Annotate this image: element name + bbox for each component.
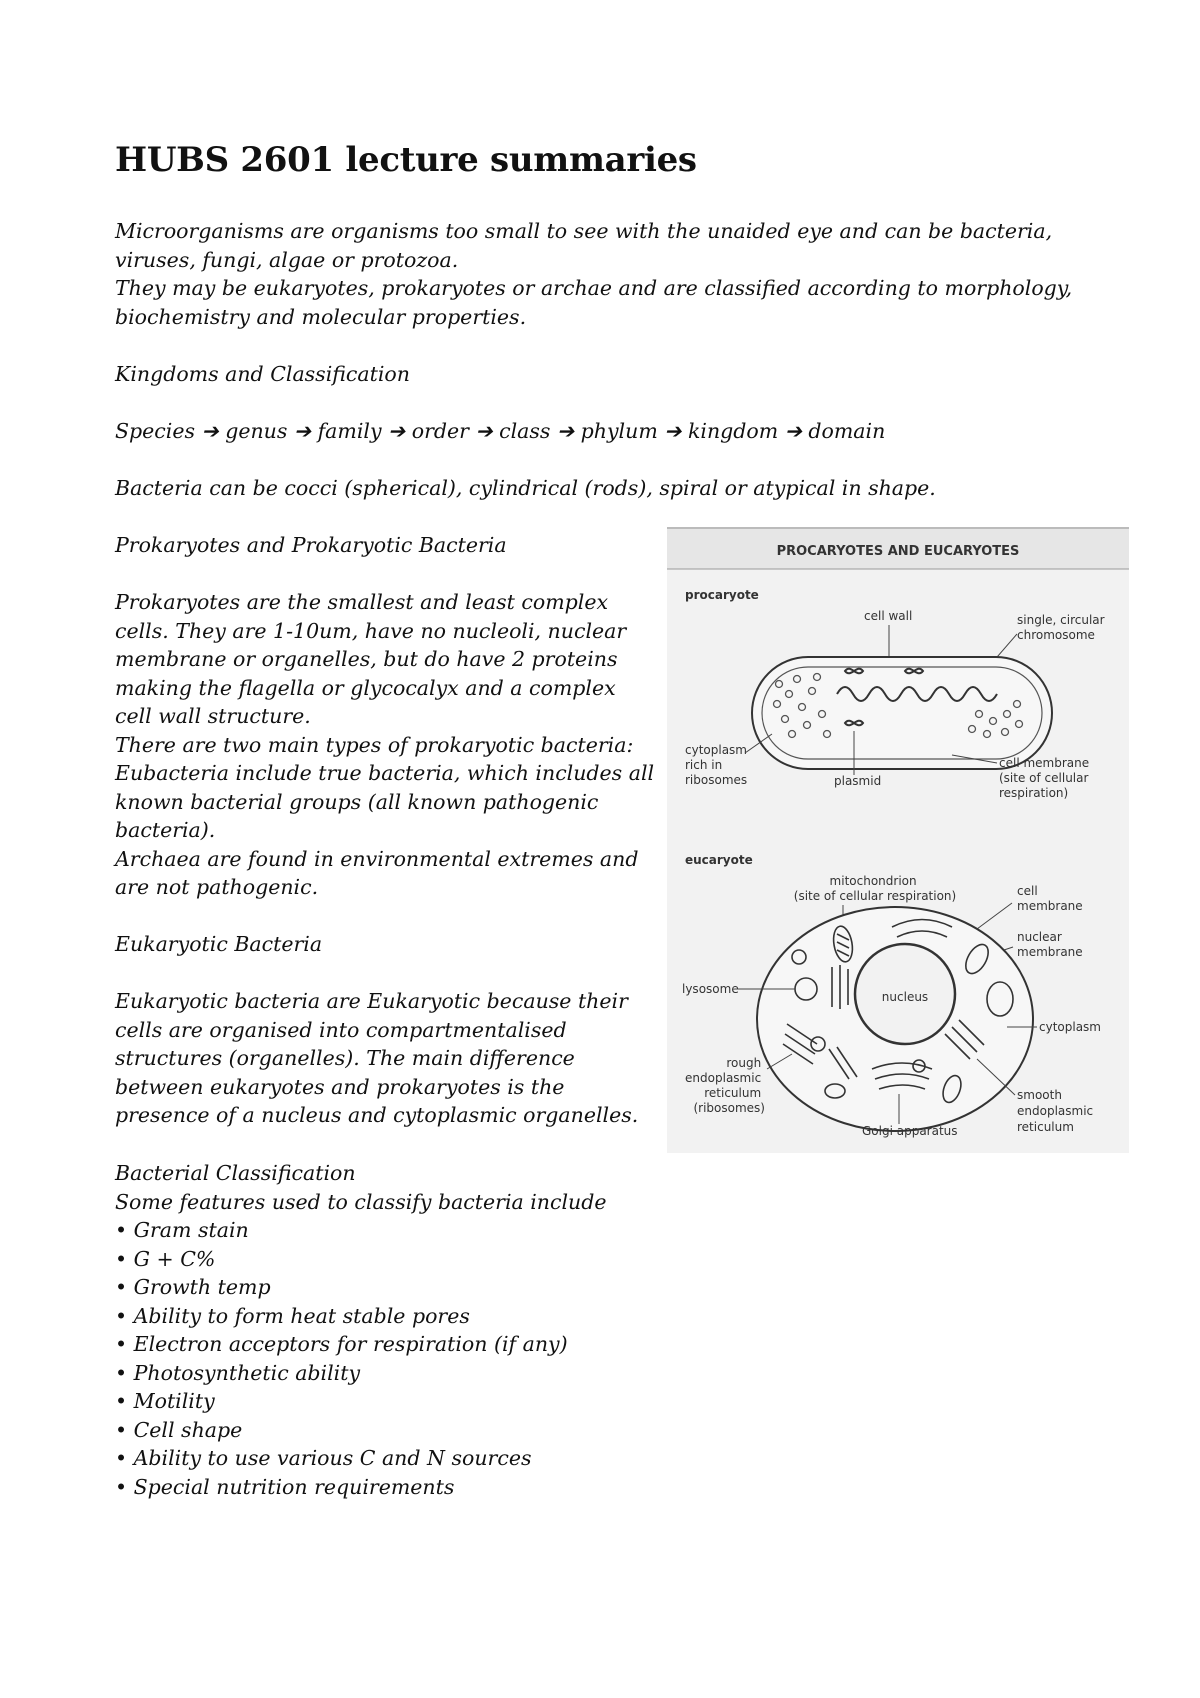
procaryote-membrane-label-line: (site of cellular xyxy=(999,771,1089,785)
features-list xyxy=(115,1216,715,1501)
chromosome-label-line: chromosome xyxy=(1017,628,1095,642)
list-item: • Ability to use various C and N sources xyxy=(115,1444,715,1473)
procaryote-cytoplasm-label xyxy=(685,743,751,787)
rough-er-label-line: endoplasmic xyxy=(685,1071,762,1085)
intro-paragraph-2: They may be eukaryotes, prokaryotes or archae and are classified according to morphology, biochemistry and molecular properties. xyxy=(115,276,1073,329)
cell-wall-label: cell wall xyxy=(864,609,913,623)
nuclear-membrane-label-line: membrane xyxy=(1017,945,1083,959)
mitochondrion-label xyxy=(794,874,956,903)
chromosome-label-line: single, circular xyxy=(1017,613,1105,627)
smooth-er-label-line: endoplasmic xyxy=(1017,1104,1094,1118)
smooth-er-label-line: reticulum xyxy=(1017,1120,1074,1134)
rough-er-label-line: (ribosomes) xyxy=(693,1101,765,1115)
intro-paragraph-1: Microorganisms are organisms too small to see with the unaided eye and can be bacteria, viruses, fungi, algae or protozoa. xyxy=(115,219,1053,272)
plasmid-label: plasmid xyxy=(834,774,882,788)
lysosome-label: lysosome xyxy=(682,982,739,996)
eucaryote-membrane-leader xyxy=(977,903,1012,929)
procaryote-label: procaryote xyxy=(685,588,759,602)
prokaryotes-paragraph-1: Prokaryotes are the smallest and least complex cells. They are 1-10um, have no nucleoli, nuclear membrane or organelles, but do have 2 proteins making the flagella or glycocalyx and a complex cell wall structure. xyxy=(115,590,627,728)
smooth-er-label-line: smooth xyxy=(1017,1088,1062,1102)
rough-er-label-line: reticulum xyxy=(704,1086,762,1100)
procaryote-membrane-label-line: cell membrane xyxy=(999,756,1090,770)
prokaryotes-paragraph-2: There are two main types of prokaryotic bacteria: Eubacteria include true bacteria, which includes all known bacterial groups (all known pathogenic bacteria). xyxy=(115,732,655,842)
list-item: • Ability to form heat stable pores xyxy=(115,1302,715,1331)
eucaryote-membrane-label xyxy=(1017,884,1083,913)
classification-section xyxy=(115,1159,715,1501)
list-item: • Photosynthetic ability xyxy=(115,1359,715,1388)
eukaryotic-heading: Eukaryotic Bacteria xyxy=(115,932,323,956)
rough-er-label-line: rough xyxy=(726,1056,762,1070)
eukaryotic-paragraph: Eukaryotic bacteria are Eukaryotic because their cells are organised into compartmentalised structures (organelles). The main difference between eukaryotes and prokaryotes is the presence of a nucleus and cytoplasmic organelles. xyxy=(115,989,639,1127)
eucaryote-cytoplasm-label: cytoplasm xyxy=(1039,1020,1101,1034)
list-item: • G + C% xyxy=(115,1245,715,1274)
eucaryote-membrane-label-line: membrane xyxy=(1017,899,1083,913)
kingdoms-heading: Kingdoms and Classification xyxy=(115,362,410,386)
page-title: HUBS 2601 lecture summaries xyxy=(115,140,697,180)
smooth-er-label xyxy=(1017,1088,1097,1134)
rough-er-label xyxy=(685,1056,765,1115)
figure-title: PROCARYOTES AND EUCARYOTES xyxy=(776,544,1020,559)
procaryote-membrane-label-line: respiration) xyxy=(999,786,1069,800)
eucaryote-membrane-label-line: cell xyxy=(1017,884,1038,898)
cell-diagram xyxy=(667,529,1129,1153)
prokaryotes-heading: Prokaryotes and Prokaryotic Bacteria xyxy=(115,533,507,557)
list-item: • Electron acceptors for respiration (if any) xyxy=(115,1330,715,1359)
mitochondrion-label-line: (site of cellular respiration) xyxy=(793,889,957,903)
list-item: • Motility xyxy=(115,1387,715,1416)
intro-section xyxy=(115,217,1075,331)
procaryote-cytoplasm-label-line: cytoplasm xyxy=(685,743,747,757)
prokaryotes-paragraph-3: Archaea are found in environmental extremes and are not pathogenic. xyxy=(115,846,639,899)
list-item: • Gram stain xyxy=(115,1216,715,1245)
list-item: • Special nutrition requirements xyxy=(115,1473,715,1502)
classification-heading: Bacterial Classification xyxy=(115,1161,356,1185)
mitochondrion-label-line: mitochondrion xyxy=(829,874,917,888)
procaryote-membrane-label xyxy=(999,756,1093,800)
golgi-label: Golgi apparatus xyxy=(862,1124,958,1138)
list-item: • Cell shape xyxy=(115,1416,715,1445)
procaryote-cytoplasm-label-line: rich in xyxy=(685,758,723,772)
chromosome-label xyxy=(1017,613,1108,642)
list-item: • Growth temp xyxy=(115,1273,715,1302)
bacteria-shapes: Bacteria can be cocci (spherical), cylindrical (rods), spiral or atypical in shape. xyxy=(115,476,936,500)
nuclear-membrane-label xyxy=(1017,930,1083,959)
eucaryote-label: eucaryote xyxy=(685,853,753,867)
prokaryotes-section xyxy=(115,588,655,902)
classification-hierarchy: Species ➔ genus ➔ family ➔ order ➔ class ➔ phylum ➔ kingdom ➔ domain xyxy=(115,419,886,443)
nuclear-membrane-label-line: nuclear xyxy=(1017,930,1062,944)
procaryote-cytoplasm-label-line: ribosomes xyxy=(685,773,748,787)
nucleus-label: nucleus xyxy=(881,990,929,1004)
procaryote-cell-wall xyxy=(752,657,1052,769)
classification-intro: Some features used to classify bacteria include xyxy=(115,1189,607,1214)
cell-diagram-figure xyxy=(667,527,1129,1153)
